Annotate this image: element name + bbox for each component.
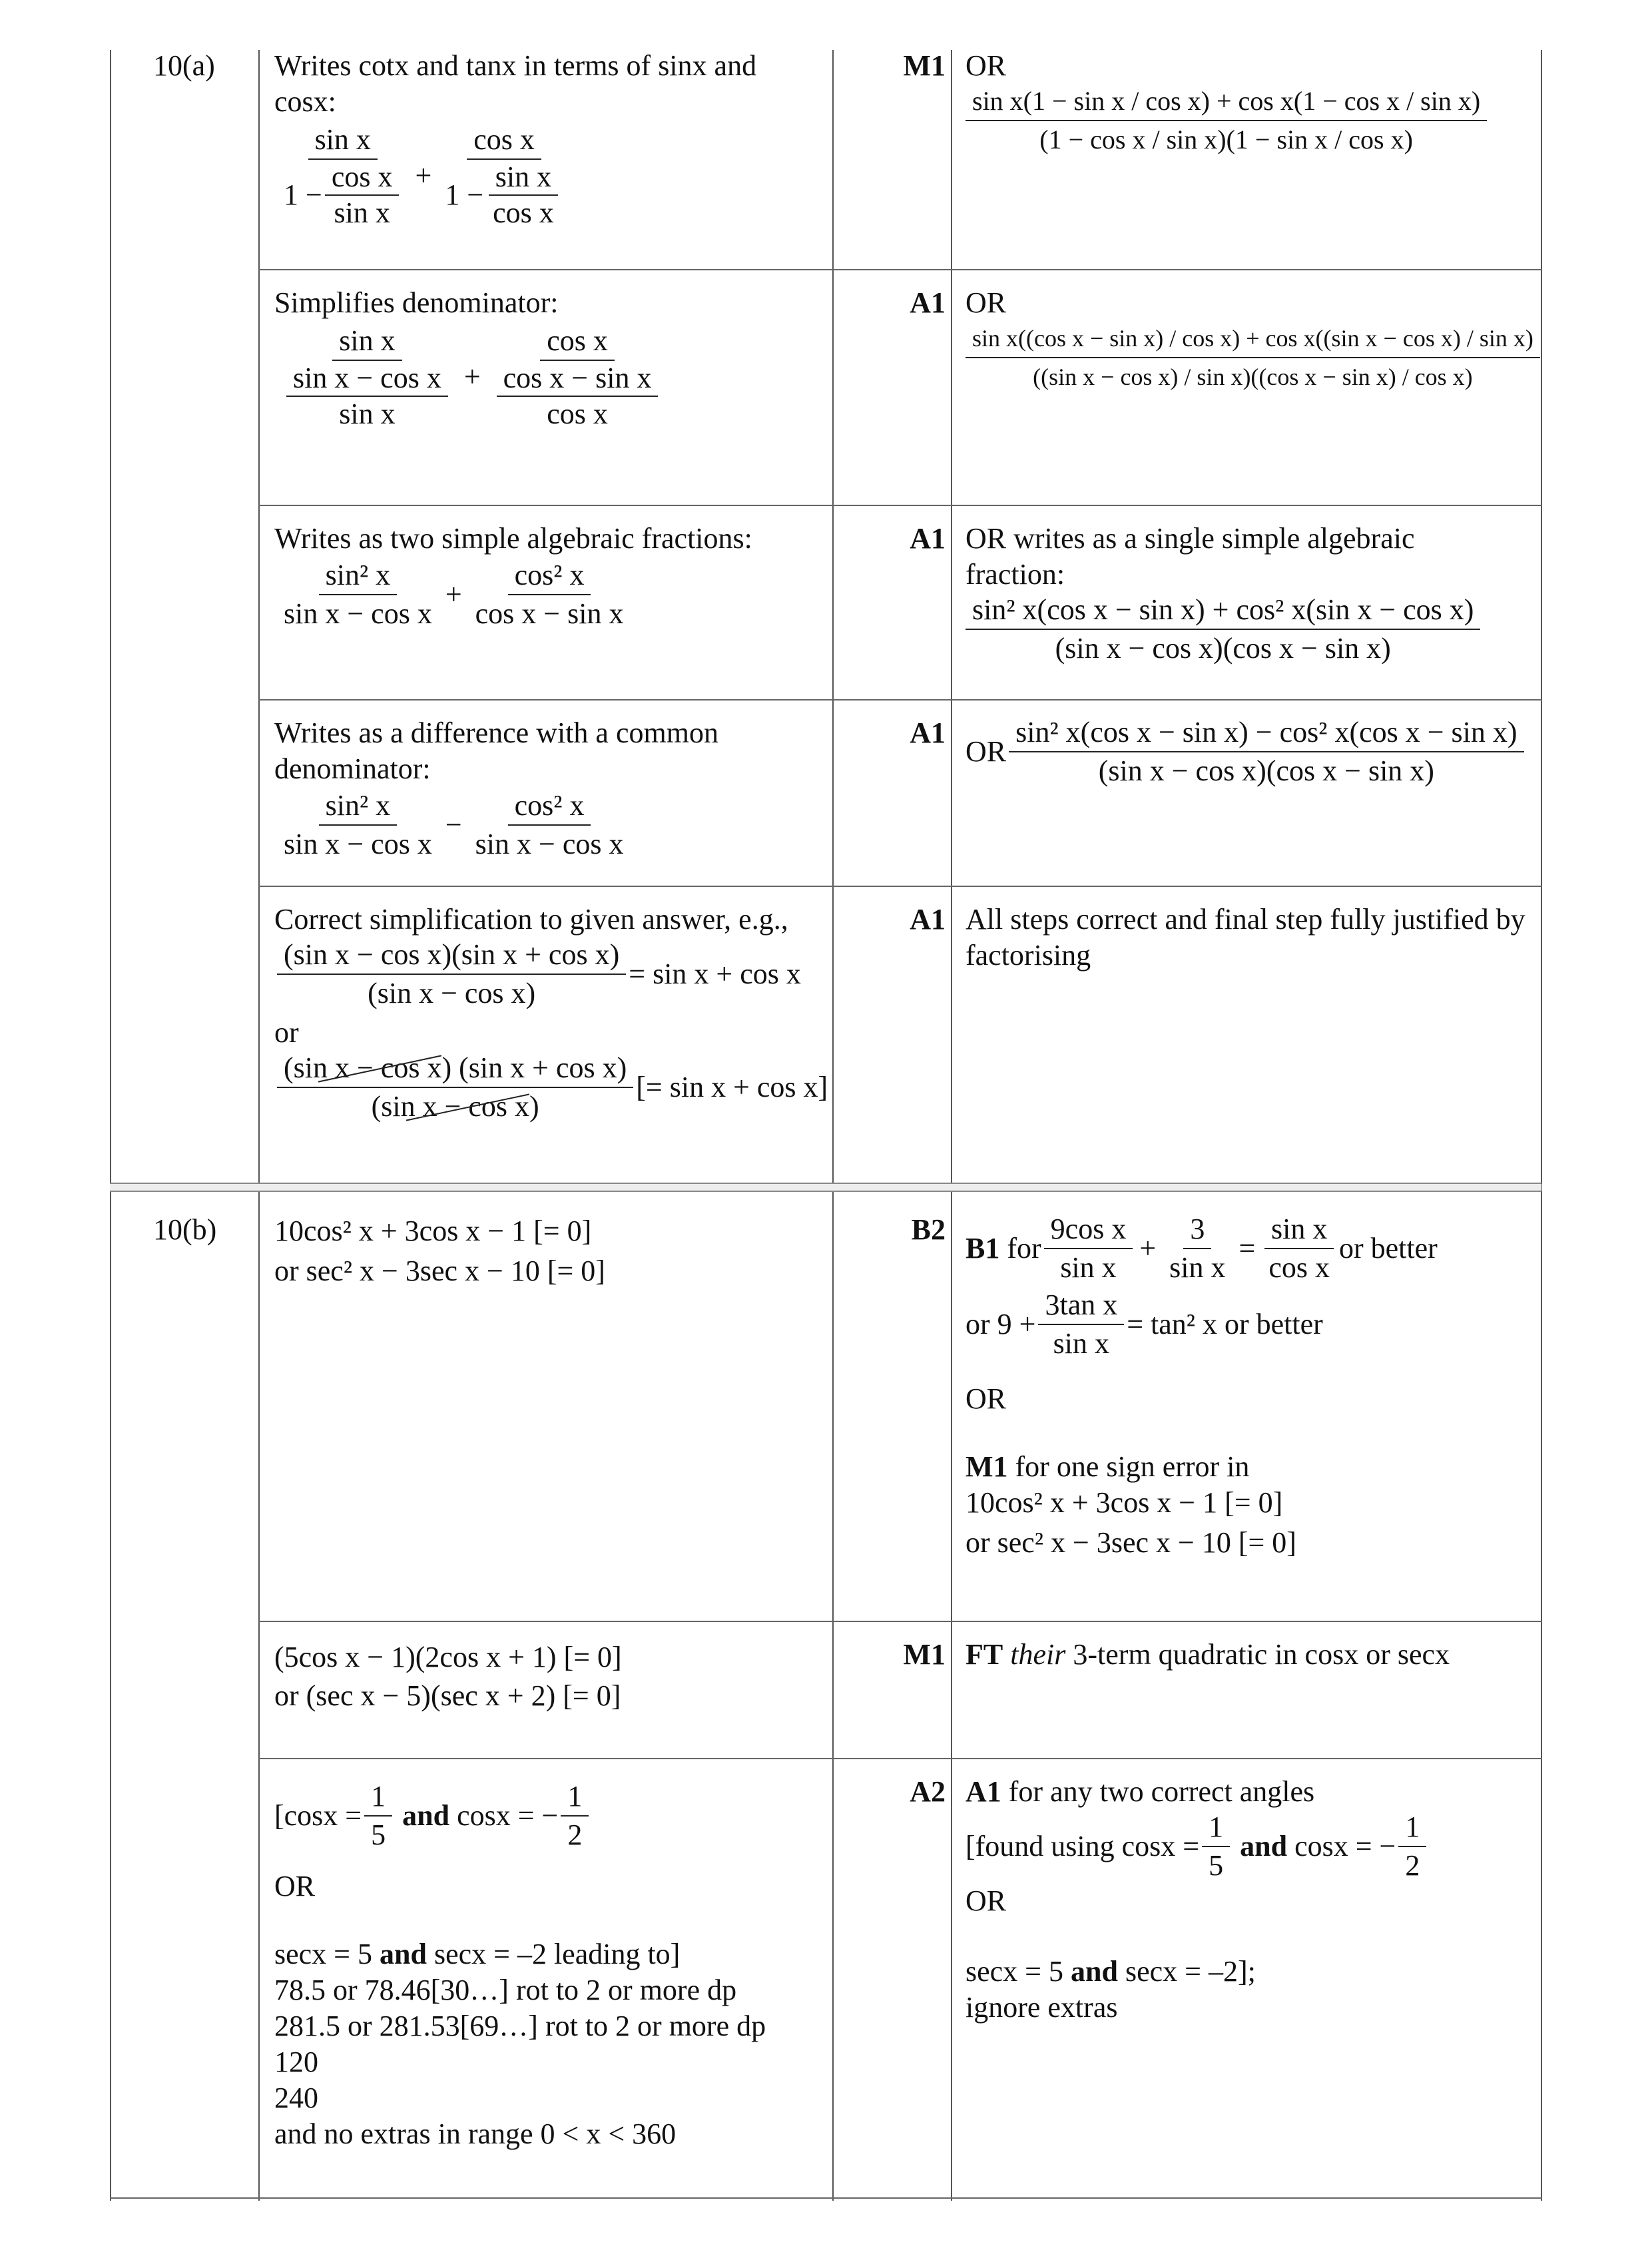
working-or: OR [274, 1870, 316, 1902]
fraction: sin x 1 − $\frac{\text{cos x}}{\text{sin x}}$ [277, 123, 408, 229]
guidance-cell [965, 1774, 1551, 2026]
table-border-qcol [258, 50, 260, 2201]
row-divider [258, 699, 1542, 701]
working-or: or [274, 1016, 299, 1049]
guidance-cell [965, 715, 1551, 788]
working-cell [274, 48, 820, 229]
working-expression: [cosx = $\frac{1}{5}$ and cosx = − $\frac{1}{2}$ [274, 1779, 820, 1852]
table-border-markcol [951, 50, 952, 2201]
table-border-left [110, 50, 111, 2201]
guidance-fraction: $\frac{\text{sin² x(cos x − sin x) − cos² x(cos x − sin x)}}{\text{(sin x − cos x)(cos x − sin x)}}$ [1009, 715, 1523, 788]
fraction: $\frac{\text{cos x}}{\frac{\text{cos x − sin x}}{\text{cos x}}}$ [487, 324, 668, 430]
fraction: $\frac{\text{(sin x − cos x) (sin x + cos x)}}{\text{(sin x − cos x)}}$ [277, 1051, 633, 1124]
working-text: Writes cotx and tanx in terms of sinx and cosx: [274, 49, 757, 118]
fraction: $\frac{\text{cos² x}}{\text{cos x − sin x}}$ [475, 559, 624, 630]
mark-code: A1 [910, 716, 946, 749]
row-divider [258, 1758, 1542, 1759]
working-expression: $\frac{\text{(sin x − cos x)(sin x + cos x)}}{\text{(sin x − cos x)}}$ = sin x + cos x [274, 938, 820, 1011]
working-cell [274, 521, 820, 631]
mark-code: A2 [910, 1775, 946, 1808]
fraction: $\frac{\text{sin² x}}{\text{sin x − cos x}}$ [284, 789, 432, 860]
working-line: and no extras in range 0 < x < 360 [274, 2117, 677, 2150]
guidance-or: OR [965, 286, 1007, 319]
guidance-cell [965, 1637, 1551, 1673]
fraction: cos x 1 − $\frac{\text{sin x}}{\text{cos x}}$ [438, 123, 569, 229]
working-line: secx = 5 and secx = –2 leading to] [274, 1938, 681, 1970]
guidance-text: A1 for any two correct angles [965, 1775, 1315, 1808]
working-line: 120 [274, 2046, 318, 2078]
question-label-10b: 10(b) [153, 1213, 217, 1246]
cancelled-factor: (sin x − cos x) [284, 1051, 452, 1084]
working-line: or sec² x − 3sec x − 10 [= 0] [274, 1255, 605, 1287]
working-cell [274, 1639, 820, 1714]
fraction: $\frac{\text{cos² x}}{\text{sin x − cos x}}$ [475, 789, 624, 860]
working-expression-struck: $\frac{\text{(sin x − cos x) (sin x + cos x)}}{\text{(sin x − cos x)}}$ [= sin x + cos x] [274, 1051, 820, 1124]
working-expression: $\frac{\text{sin² x}}{\text{sin x − cos x}}$ − $\frac{\text{cos² x}}{\text{sin x − cos x}}$ [274, 788, 820, 862]
guidance-cell [965, 1212, 1551, 1561]
guidance-cell [965, 48, 1551, 157]
guidance-or: OR [965, 1884, 1007, 1917]
guidance-text: M1 for one sign error in [965, 1450, 1250, 1483]
working-line: 10cos² x + 3cos x − 1 [= 0] [274, 1215, 592, 1247]
question-separator [110, 1183, 1541, 1192]
guidance-expression: OR $\frac{\text{sin² x(cos x − sin x) − cos² x(cos x − sin x)}}{\text{(sin x − cos x)(cos x − sin x)}}$ [965, 715, 1551, 788]
mark-code: A1 [910, 286, 946, 319]
guidance-or: OR [965, 1382, 1007, 1415]
row-divider [258, 886, 1542, 887]
table-border-bottom [110, 2197, 1542, 2199]
working-text: Writes as a difference with a common denominator: [274, 716, 718, 785]
guidance-expression: [found using cosx = $\frac{1}{5}$ and cosx = − $\frac{1}{2}$ [965, 1810, 1551, 1883]
row-divider [258, 1621, 1542, 1622]
guidance-line: secx = 5 and secx = –2]; [965, 1955, 1256, 1988]
working-line: 240 [274, 2082, 318, 2114]
cancelled-factor: (sin x − cos x) [371, 1090, 539, 1123]
working-cell [274, 285, 820, 430]
guidance-cell [965, 521, 1551, 666]
guidance-text: OR writes as a single simple algebraic fraction: [965, 522, 1415, 591]
guidance-cell [965, 285, 1551, 394]
working-expression: sin x 1 − $\frac{\text{cos x}}{\text{sin x}}$ + cos x 1 − $\frac{\text{sin x}}{\text{cos x}}$ [274, 123, 820, 229]
guidance-line: 10cos² x + 3cos x − 1 [= 0] [965, 1486, 1283, 1519]
working-text: Simplifies denominator: [274, 286, 559, 319]
guidance-fraction: sin x((cos x − sin x) / cos x) + cos x((sin x − cos x) / sin x) ((sin x − cos x) / sin x)((cos x − sin x) / cos x) [965, 321, 1540, 394]
working-expression: $\frac{\text{sin² x}}{\text{sin x − cos x}}$ + $\frac{\text{cos² x}}{\text{cos x − sin x}}$ [274, 558, 820, 631]
guidance-line: or sec² x − 3sec x − 10 [= 0] [965, 1526, 1296, 1559]
table-border-workcol [832, 50, 834, 2201]
working-expression: $\frac{\text{sin x}}{\frac{\text{sin x − cos x}}{\text{sin x}}}$ + $\frac{\text{cos x}}{\frac{\text{cos x − sin x}}{\text{cos x}}}$ [274, 324, 820, 430]
guidance-expression: or 9 + $\frac{\text{3tan x}}{\text{sin x}}$ = tan² x or better [965, 1288, 1323, 1360]
row-divider [258, 505, 1542, 506]
guidance-or: OR [965, 49, 1007, 82]
fraction: $\frac{\text{sin² x}}{\text{sin x − cos x}}$ [284, 559, 432, 630]
guidance-text: All steps correct and final step fully justified by factorising [965, 903, 1525, 972]
working-cell [274, 715, 820, 862]
mark-code: M1 [903, 1638, 946, 1671]
question-label-10a: 10(a) [153, 49, 215, 82]
mark-code: A1 [910, 903, 946, 936]
working-cell [274, 902, 828, 1124]
mark-code: B2 [911, 1213, 946, 1246]
working-cell [274, 1213, 820, 1289]
working-cell [274, 1779, 820, 2152]
mark-code: M1 [903, 49, 946, 82]
guidance-expression: B1 for $\frac{\text{9cos x}}{\text{sin x}}$ + $\frac{3}{\text{sin x}}$ = $\frac{\text{sin x}}{\text{cos x}}$ or better [965, 1213, 1438, 1284]
fraction: $\frac{\text{(sin x − cos x)(sin x + cos x)}}{\text{(sin x − cos x)}}$ [277, 938, 626, 1011]
guidance-fraction: $\frac{\text{sin x(1 − sin x / cos x) + cos x(1 − cos x / sin x)}}{\text{(1 − cos x / sin x)(1 − sin x / cos x)}}$ [965, 84, 1487, 157]
row-divider [258, 269, 1542, 270]
working-line: 281.5 or 281.53[69…] rot to 2 or more dp [274, 2010, 766, 2042]
working-line: 78.5 or 78.46[30…] rot to 2 or more dp [274, 1974, 737, 2006]
guidance-cell [965, 902, 1551, 974]
fraction: $\frac{\text{sin x}}{\frac{\text{sin x − cos x}}{\text{sin x}}}$ [277, 324, 457, 430]
guidance-line: ignore extras [965, 1991, 1118, 2024]
guidance-fraction: $\frac{\text{sin² x(cos x − sin x) + cos² x(sin x − cos x)}}{\text{(sin x − cos x)(cos x − sin x)}}$ [965, 593, 1480, 666]
working-line: or (sec x − 5)(sec x + 2) [= 0] [274, 1679, 621, 1712]
guidance-text: FT their 3-term quadratic in cosx or secx [965, 1638, 1450, 1671]
working-line: (5cos x − 1)(2cos x + 1) [= 0] [274, 1641, 622, 1673]
mark-code: A1 [910, 522, 946, 555]
working-text: Correct simplification to given answer, e.g., [274, 903, 788, 936]
working-text: Writes as two simple algebraic fractions: [274, 522, 752, 555]
